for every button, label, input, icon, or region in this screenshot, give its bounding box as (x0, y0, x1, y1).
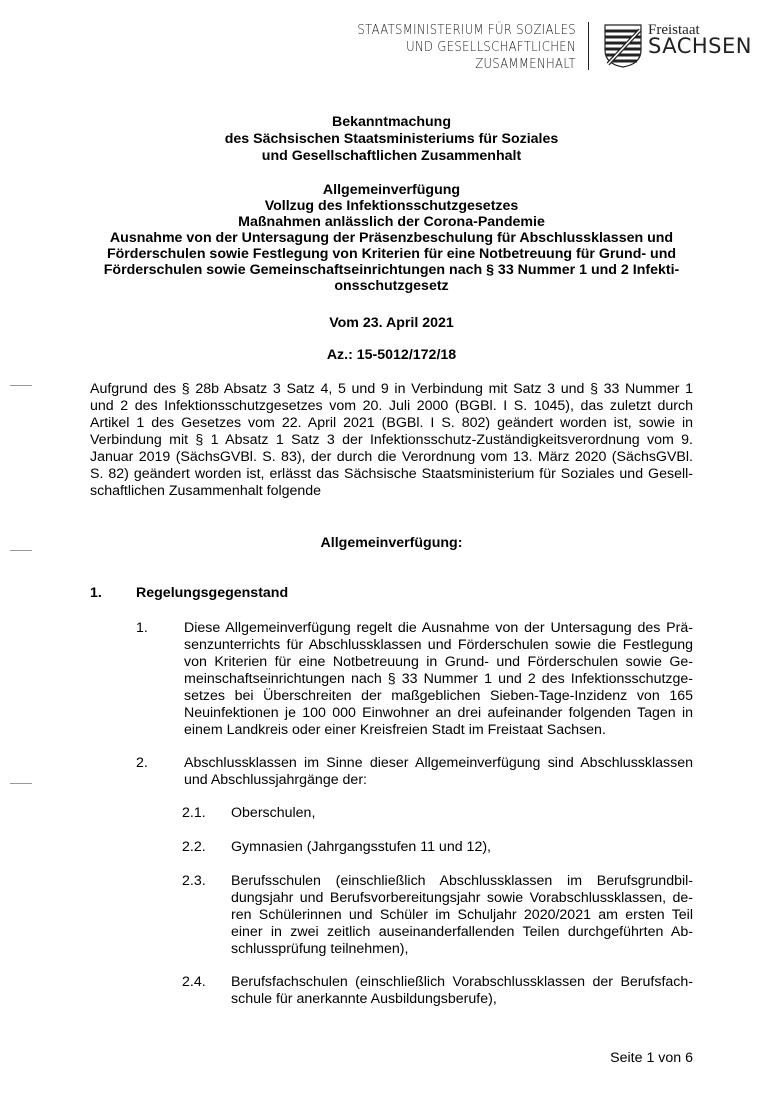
saxony-crest-icon (604, 24, 642, 68)
margin-mark (10, 385, 32, 386)
subitem-line: Gymnasien (Jahrgangsstufen 11 und 12), (231, 839, 491, 855)
announcement-line: und Gesellschaftlichen Zusammenhalt (261, 148, 522, 164)
item-line: einem Landkreis oder einer Kreisfreien Stadt im Freistaat Sachsen. (184, 722, 606, 738)
subitem-text (231, 805, 693, 822)
subitem-line: dungsjahr und Berufsvorbereitungsjahr sowie Vorabschlussklassen, de- (231, 890, 693, 906)
subitem-number: 2.2. (182, 839, 206, 855)
subitem-text (231, 974, 693, 1008)
subitem-line: schule für anerkannte Ausbildungsberufe), (231, 991, 497, 1007)
document-reference: Az.: 15-5012/172/18 (326, 347, 457, 363)
ministry-line-1: STAATSMINISTERIUM FÜR SOZIALES (357, 22, 576, 38)
item-line: setzes bei Überschreiten der maßgeblichen Sieben-Tage-Inzidenz von 165 (184, 688, 693, 704)
subitem-line: Oberschulen, (231, 805, 316, 821)
order-title-line: Allgemeinverfügung (322, 182, 461, 198)
preamble-line: S. 82) geändert worden ist, erlässt das Sächsische Staatsministerium für Soziales und Gesell- (90, 466, 693, 482)
ministry-line-2: UND GESELLSCHAFTLICHEN (406, 39, 576, 55)
preamble-line: Artikel 1 des Gesetzes vom 22. April 2021 (BGBl. I S. 802) geändert worden ist, sowie in (90, 415, 693, 431)
subitem-text (231, 873, 693, 958)
announcement-title (90, 114, 693, 165)
order-title-line: Ausnahme von der Untersagung der Präsenzbeschulung für Abschlussklassen und (109, 230, 674, 246)
margin-mark (10, 783, 32, 784)
item-line: senzunterrichts für Abschlussklassen und Förderschulen sowie die Festlegung (184, 637, 693, 653)
section-title: Regelungsgegenstand (136, 585, 289, 601)
item-line: von Kriterien für eine Notbetreuung in Grund- und Förderschulen sowie Ge- (184, 654, 693, 670)
ministry-name (339, 22, 576, 73)
subitem-number: 2.4. (182, 974, 206, 990)
order-title (90, 182, 693, 294)
item-line: Neuinfektionen je 100 000 Einwohner an drei aufeinander folgenden Tagen in (184, 705, 693, 721)
section-heading: Allgemeinverfügung: (320, 535, 463, 551)
preamble-line: und 2 des Infektionsschutzgesetzes vom 20. Juli 2000 (BGBl. I S. 1045), das zuletzt durch (90, 398, 693, 414)
item-number: 1. (136, 620, 148, 636)
order-title-line: Maßnahmen anlässlich der Corona-Pandemie (238, 214, 545, 230)
page-number: Seite 1 von 6 (610, 1050, 693, 1066)
subitem-line: Berufsschulen (einschließlich Abschlussklassen im Berufsgrundbil- (231, 873, 693, 889)
ministry-line-3: ZUSAMMENHALT (475, 56, 576, 72)
header-divider (588, 22, 589, 70)
announcement-line: Bekanntmachung (331, 114, 452, 130)
preamble-line: schaftlichen Zusammenhalt folgende (90, 483, 322, 499)
order-title-line: Förderschulen sowie Gemeinschaftseinrichtungen nach § 33 Nummer 1 und 2 Infekti- (103, 262, 680, 278)
preamble-line: Januar 2019 (SächsGVBl. S. 83), der durch die Verordnung vom 13. März 2020 (SächsGVBl. (90, 449, 693, 465)
subitem-line: ren Schülerinnen und Schüler im Schuljahr 2020/2021 am ersten Teil (231, 907, 693, 923)
item-line: Diese Allgemeinverfügung regelt die Ausnahme von der Untersagung des Prä- (184, 620, 693, 636)
subitem-text (231, 839, 693, 856)
item-line: meinschaftseinrichtungen nach § 33 Nummer 1 und 2 des Infektionsschutzge- (184, 671, 693, 687)
order-title-line: onsschutzgesetz (334, 278, 449, 294)
item-line: Abschlussklassen im Sinne dieser Allgemeinverfügung sind Abschlussklassen (184, 755, 693, 771)
item-number: 2. (136, 755, 148, 771)
preamble-line: Verbindung mit § 1 Absatz 1 Satz 3 der Infektionsschutz-Zuständigkeitsverordnung vom 9. (90, 432, 693, 448)
subitem-line: schlussprüfung teilnehmen), (231, 941, 409, 957)
item-line: und Abschlussjahrgänge der: (184, 772, 367, 788)
preamble-paragraph (90, 381, 693, 500)
announcement-line: des Sächsischen Staatsministeriums für Soziales (224, 131, 559, 147)
document-date: Vom 23. April 2021 (329, 315, 454, 331)
subitem-number: 2.1. (182, 805, 206, 821)
order-title-line: Vollzug des Infektionsschutzgesetzes (264, 198, 519, 214)
preamble-line: Aufgrund des § 28b Absatz 3 Satz 4, 5 und 9 in Verbindung mit Satz 3 und § 33 Nummer 1 (90, 381, 693, 397)
state-label-large: SACHSEN (648, 34, 752, 58)
item-text (184, 755, 693, 789)
order-title-line: Förderschulen sowie Festlegung von Kriterien für eine Notbetreuung für Grund- und (106, 246, 677, 262)
subitem-number: 2.3. (182, 873, 206, 889)
section-number: 1. (90, 585, 102, 601)
margin-mark (10, 550, 32, 551)
subitem-line: Berufsfachschulen (einschließlich Vorabschlussklassen der Berufsfach- (231, 974, 693, 990)
item-text (184, 620, 693, 739)
subitem-line: einer in zwei zeitlich auseinanderfallenden Teilen durchgeführten Ab- (231, 924, 693, 940)
state-label-small: Freistaat (648, 22, 700, 38)
